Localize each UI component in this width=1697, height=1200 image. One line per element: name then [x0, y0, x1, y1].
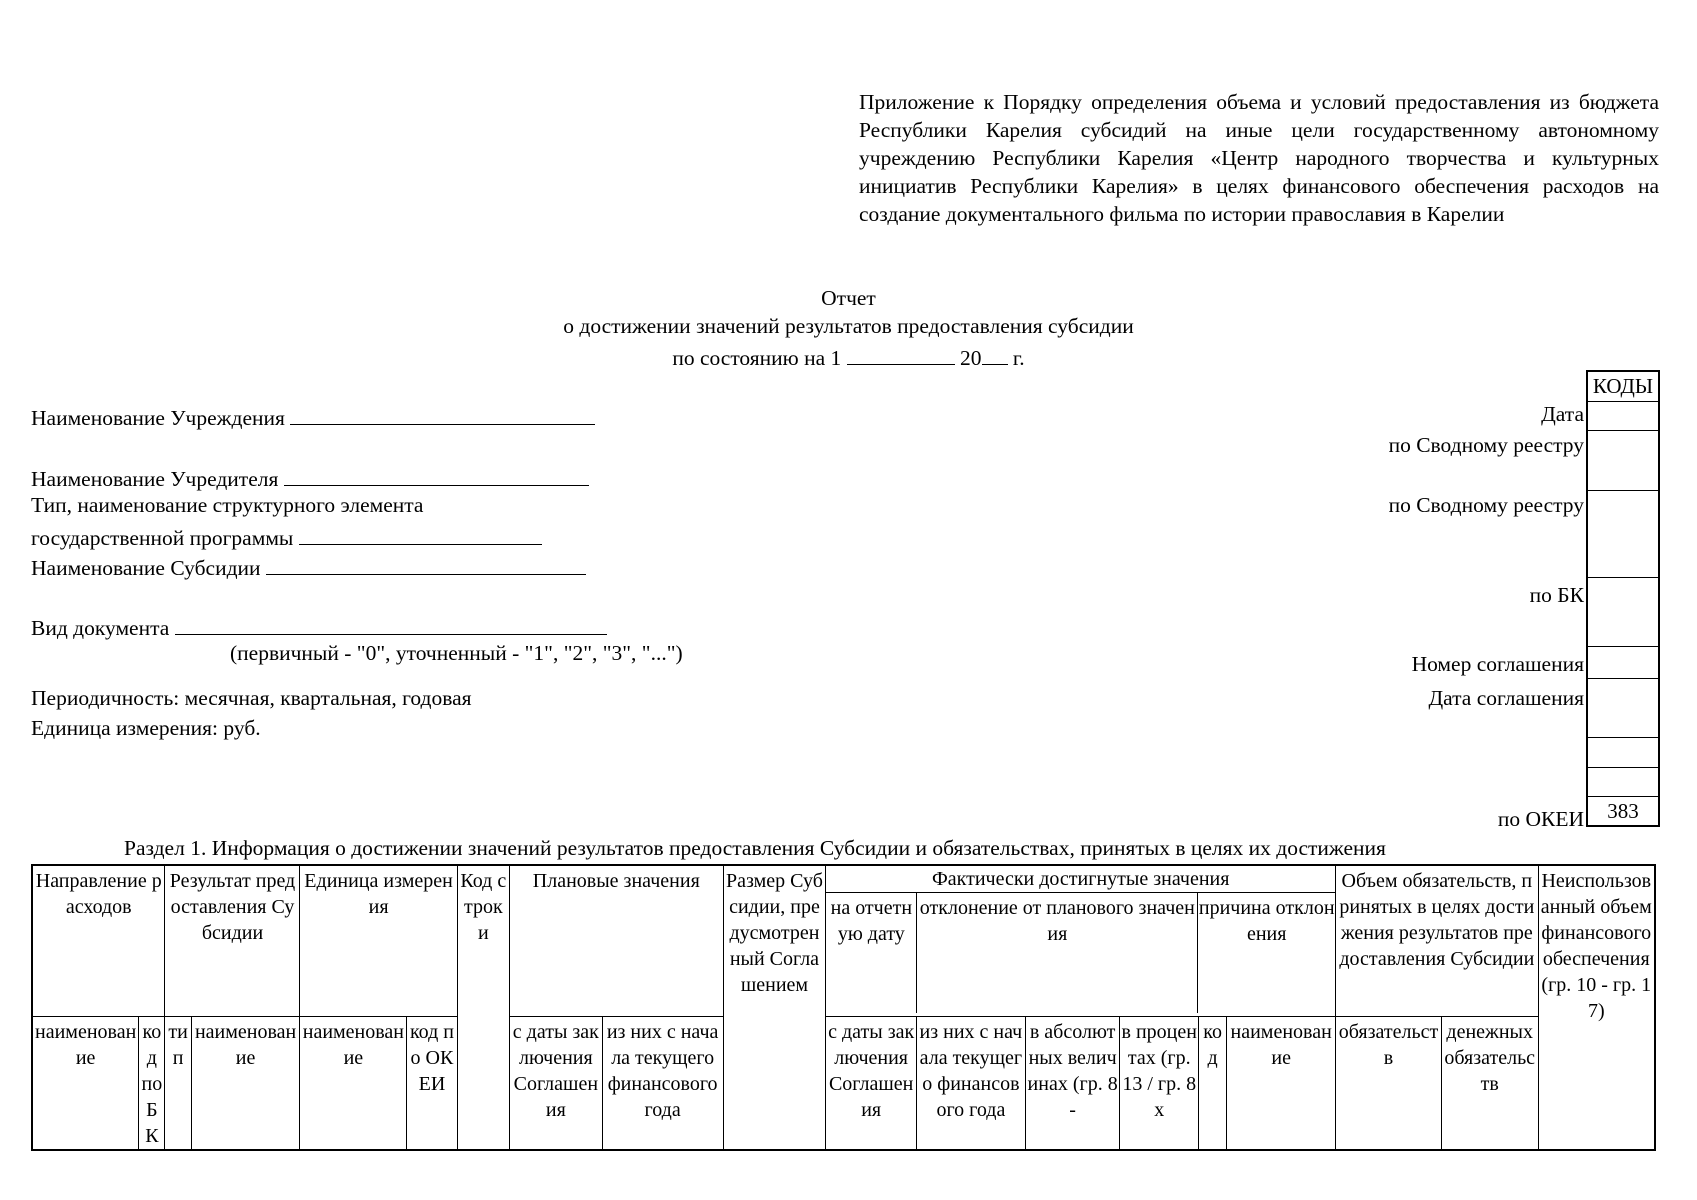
- program-label-2: государственной программы: [31, 526, 294, 550]
- section-1-title: Раздел 1. Информация о достижении значений результатов предоставления Субсидии и обязательствах, принятых в целях их достижения: [124, 836, 1386, 860]
- doc-type-input[interactable]: [175, 612, 607, 635]
- sub-money-obligations: денежных обязательств: [1441, 1017, 1538, 1151]
- institution-input[interactable]: [290, 402, 595, 425]
- appendix-note: Приложение к Порядку определения объема и условий предоставления из бюджета Республики Карелия субсидий на иные цели государственному автономному учреждению Республики Карелия «Центр народного творчества и культурных инициатив Республики Карелия» в целях финансового обеспечения расходов на создание документального фильма по истории православия в Карелии: [859, 90, 1659, 226]
- founder-label: Наименование Учредителя: [31, 467, 279, 491]
- code-date-cell[interactable]: [1587, 402, 1659, 431]
- code-agreement-number-cell[interactable]: [1587, 647, 1659, 679]
- header-planned: Плановые значения: [510, 865, 724, 1017]
- agreement-number-label: Номер соглашения: [1411, 652, 1584, 676]
- sub-okei: код по ОКЕИ: [407, 1017, 457, 1151]
- sub-result-name: наименование: [191, 1017, 300, 1151]
- doc-type-field: [31, 612, 607, 641]
- founder-field: [31, 463, 589, 492]
- code-bk-cell[interactable]: [1587, 578, 1659, 647]
- sub-deviation-pct: в процентах (гр. 13 / гр. 8 х: [1120, 1017, 1199, 1151]
- doc-type-label: Вид документа: [31, 616, 170, 640]
- header-actual: Фактически достигнутые значения: [826, 866, 1335, 893]
- header-result: Результат предоставления Субсидии: [165, 865, 300, 1017]
- code-agreement-date-cell[interactable]: [1587, 679, 1659, 738]
- report-subtitle: о достижении значений результатов предоставления субсидии: [563, 314, 1134, 338]
- header-actual-group: [826, 865, 1336, 1017]
- date-prefix: по состоянию на 1: [672, 346, 842, 370]
- sub-obligations: обязательств: [1336, 1017, 1442, 1151]
- periodicity-text: Периодичность: месячная, квартальная, годовая: [31, 686, 472, 710]
- institution-label: Наименование Учреждения: [31, 406, 285, 430]
- bk-label: по БК: [1529, 583, 1584, 607]
- institution-field: [31, 402, 595, 431]
- sub-direction-name: наименование: [32, 1017, 139, 1151]
- report-title: Отчет: [821, 286, 876, 310]
- code-blank-cell-2[interactable]: [1587, 768, 1659, 797]
- codes-header: КОДЫ: [1587, 371, 1659, 402]
- report-date-line: [0, 342, 1697, 371]
- header-direction: Направление расходов: [32, 865, 165, 1017]
- date-blank[interactable]: [847, 342, 955, 365]
- code-registry-cell-1[interactable]: [1587, 431, 1659, 491]
- program-label-1: Тип, наименование структурного элемента: [31, 493, 424, 517]
- header-obligations: Объем обязательств, принятых в целях достижения результатов предоставления Субсидии: [1336, 865, 1538, 1017]
- date-year-prefix: 20: [960, 346, 982, 370]
- sub-deviation-abs: в абсолютных величинах (гр. 8 -: [1025, 1017, 1120, 1151]
- date-label: Дата: [1541, 402, 1584, 426]
- program-input[interactable]: [299, 522, 542, 545]
- results-table: [31, 864, 1656, 1151]
- sub-actual-from-date: с даты заключения Соглашения: [826, 1017, 917, 1151]
- agreement-date-label: Дата соглашения: [1428, 686, 1584, 710]
- header-subsidy-size: Размер Субсидии, предусмотренный Соглашением: [723, 865, 826, 1150]
- subsidy-input[interactable]: [266, 552, 586, 575]
- header-on-date: на отчетную дату: [826, 893, 917, 1013]
- header-deviation: отклонение от планового значения: [917, 893, 1198, 1013]
- sub-reason-name: наименование: [1227, 1017, 1336, 1151]
- subsidy-field: [31, 552, 586, 581]
- unit-text: Единица измерения: руб.: [31, 716, 261, 740]
- code-registry-cell-2[interactable]: [1587, 491, 1659, 578]
- registry-label-1: по Сводному реестру: [1388, 433, 1584, 457]
- header-reason: причина отклонения: [1198, 897, 1335, 945]
- sub-plan-year: из них с начала текущего финансового года: [602, 1017, 723, 1151]
- sub-kbk: код по БК: [139, 1017, 165, 1151]
- code-okei-cell: 383: [1587, 797, 1659, 827]
- registry-label-2: по Сводному реестру: [1388, 493, 1584, 517]
- founder-input[interactable]: [284, 463, 589, 486]
- okei-label: по ОКЕИ: [1497, 807, 1584, 831]
- header-unused: Неиспользованный объем финансового обеспечения (гр. 10 - гр. 17): [1538, 865, 1655, 1150]
- sub-actual-year: из них с начала текущего финансового года: [916, 1017, 1025, 1151]
- header-actual-sub: [826, 893, 1335, 1013]
- sub-result-type: тип: [165, 1017, 191, 1151]
- sub-unit-name: наименование: [300, 1017, 407, 1151]
- codes-table: [1586, 370, 1660, 827]
- date-suffix: г.: [1012, 346, 1025, 370]
- program-field: [31, 522, 542, 551]
- header-unit: Единица измерения: [300, 865, 457, 1017]
- code-blank-cell-1[interactable]: [1587, 738, 1659, 768]
- sub-plan-from-date: с даты заключения Соглашения: [510, 1017, 603, 1151]
- sub-reason-code: код: [1199, 1017, 1227, 1151]
- header-row-code: Код строки: [457, 865, 509, 1150]
- subsidy-label: Наименование Субсидии: [31, 556, 261, 580]
- doc-type-hint: (первичный - "0", уточненный - "1", "2", "3", "..."): [230, 641, 683, 665]
- year-blank[interactable]: [982, 342, 1008, 365]
